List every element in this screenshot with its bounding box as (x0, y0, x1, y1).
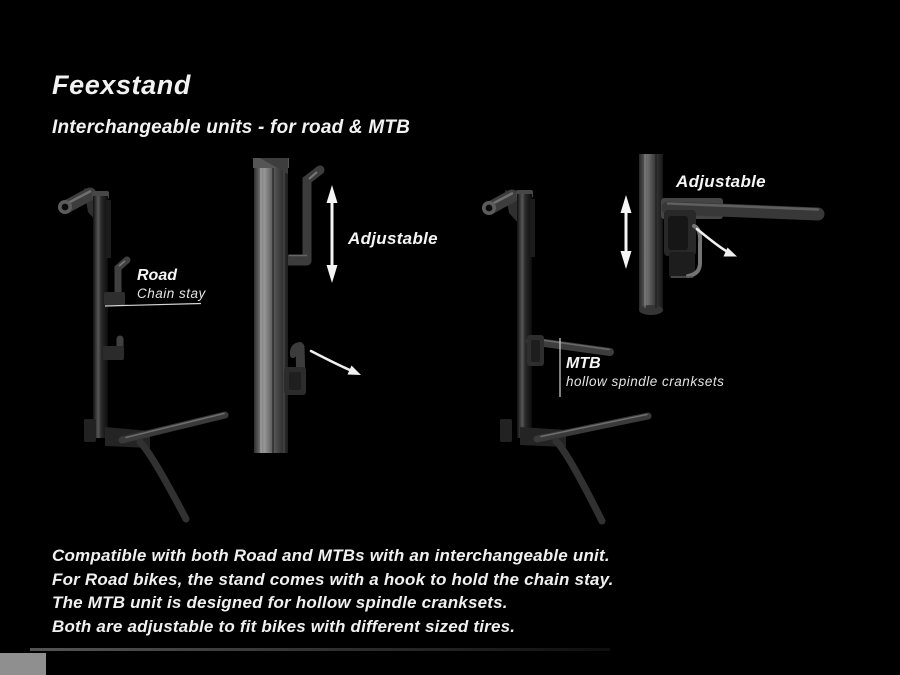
road-unit-label-title: Road (137, 267, 177, 284)
road-stand-post (93, 196, 108, 438)
page-title: Feexstand (52, 70, 191, 100)
footer-description (52, 544, 614, 638)
footer-line: For Road bikes, the stand comes with a hook to hold the chain stay. (52, 569, 614, 589)
road-unit-label (137, 266, 206, 303)
footer-line: The MTB unit is designed for hollow spindle cranksets. (52, 593, 508, 612)
up-down-arrow-icon (621, 195, 632, 269)
mtb-unit-label (566, 354, 724, 391)
road-stand-illustration (58, 188, 225, 519)
footer-line: Both are adjustable to fit bikes with different sized tires. (52, 616, 516, 636)
closeup-clamp (664, 210, 700, 278)
mtb-stand-legs (500, 415, 648, 522)
mtb-unit-label-title: MTB (566, 355, 601, 372)
road-adjustable-label: Adjustable (348, 229, 438, 248)
curved-arrow-icon (311, 351, 361, 375)
page-subtitle: Interchangeable units - for road & MTB (52, 117, 411, 138)
closeup-top-hook (288, 170, 320, 261)
road-stand-legs (84, 414, 225, 520)
curved-arrow-icon (697, 229, 737, 257)
mtb-adjustable-label: Adjustable (676, 172, 766, 191)
road-unit-label-description: Chain stay (137, 286, 206, 301)
mtb-stand-post (517, 194, 532, 438)
mtb-unit-label-description: hollow spindle cranksets (566, 374, 725, 389)
bottom-left-artifact (0, 653, 46, 675)
road-unit-closeup-illustration (253, 158, 320, 453)
footer-line: Compatible with both Road and MTBs with an interchangeable unit. (52, 546, 610, 565)
bottom-strip-artifact (30, 648, 610, 651)
up-down-arrow-icon (327, 185, 338, 283)
